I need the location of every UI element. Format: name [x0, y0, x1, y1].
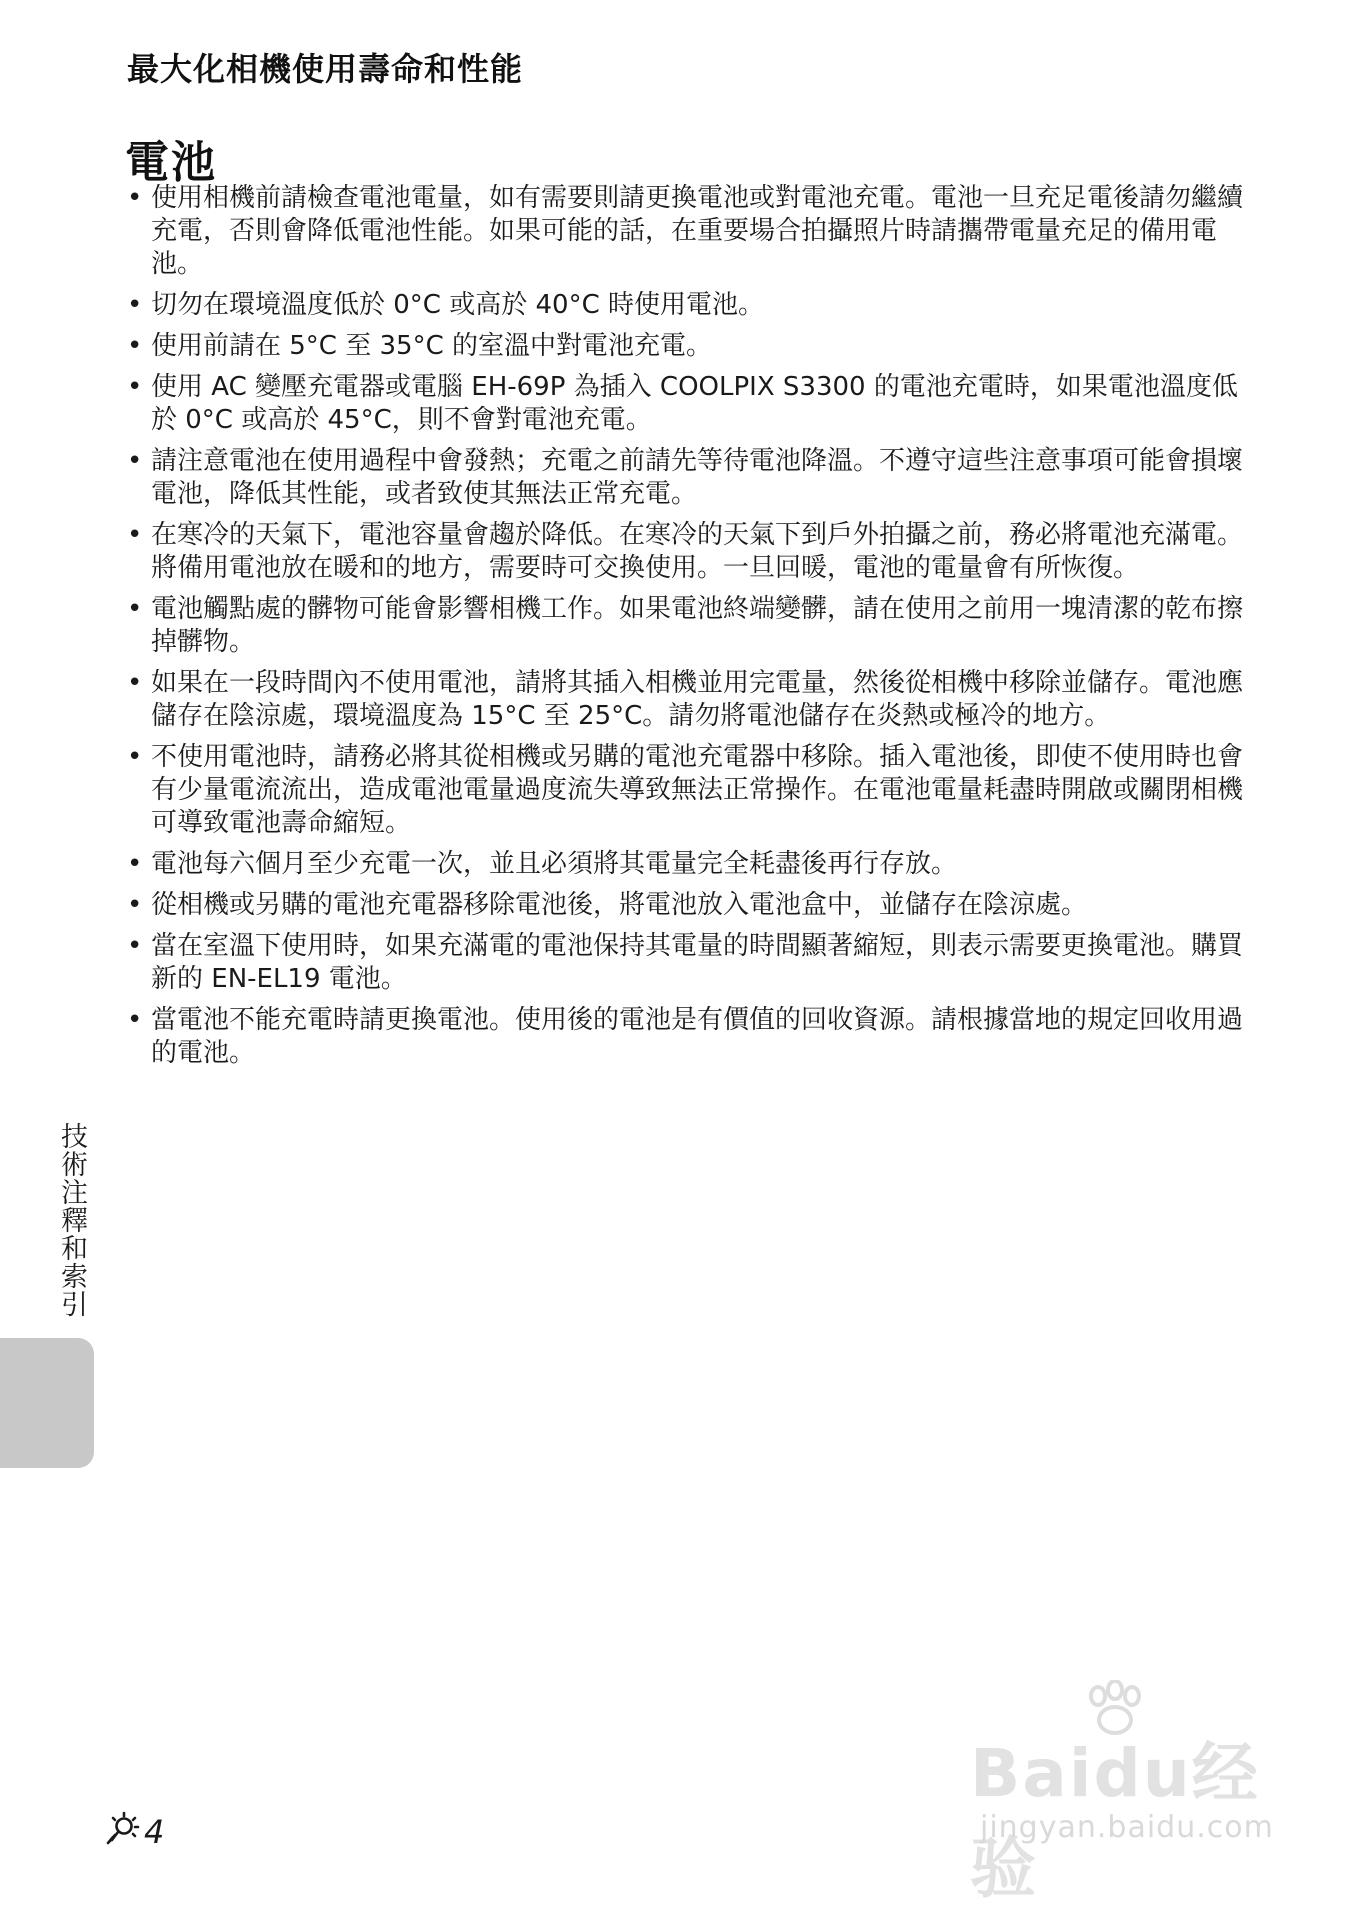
list-item-text: 不使用電池時，請務必將其從相機或另購的電池充電器中移除。插入電池後，即使不使用時也會有少量電流流出，造成電池電量過度流失導致無法正常操作。在電池電量耗盡時開啟或關閉相機可導致電池壽命縮短。	[151, 742, 1244, 838]
running-head: 最大化相機使用壽命和性能	[127, 50, 524, 88]
bullet-dot-icon: •	[127, 183, 143, 213]
list-item-text: 當電池不能充電時請更換電池。使用後的電池是有價值的回收資源。請根據當地的規定回收用過的電池。	[151, 1005, 1244, 1068]
list-item	[127, 889, 1257, 922]
page-number: 4	[144, 1813, 165, 1851]
bullet-list	[127, 182, 1257, 1078]
section-title: 電池	[125, 137, 217, 188]
list-item-text: 電池每六個月至少充電一次，並且必須將其電量完全耗盡後再行存放。	[151, 849, 958, 879]
watermark-url: jingyan.baidu.com	[980, 1810, 1274, 1845]
bullet-dot-icon: •	[127, 446, 143, 476]
list-item	[127, 1004, 1257, 1070]
list-item	[127, 667, 1257, 733]
list-item-text: 電池觸點處的髒物可能會影響相機工作。如果電池終端變髒，請在使用之前用一塊清潔的乾布擦掉髒物。	[151, 594, 1244, 657]
bullet-dot-icon: •	[127, 890, 143, 920]
list-item-text: 使用前請在 5°C 至 35°C 的室溫中對電池充電。	[151, 331, 712, 361]
bullet-dot-icon: •	[127, 290, 143, 320]
bullet-dot-icon: •	[127, 742, 143, 772]
list-item-text: 請注意電池在使用過程中會發熱；充電之前請先等待電池降溫。不遵守這些注意事項可能會損壞電池，降低其性能，或者致使其無法正常充電。	[151, 446, 1244, 509]
bullet-dot-icon: •	[127, 668, 143, 698]
list-item	[127, 371, 1257, 437]
list-item	[127, 930, 1257, 996]
bullet-dot-icon: •	[127, 931, 143, 961]
lightbulb-icon	[102, 1810, 142, 1854]
list-item-text: 使用 AC 變壓充電器或電腦 EH-69P 為插入 COOLPIX S3300 的電池充電時，如果電池溫度低於 0°C 或高於 45°C，則不會對電池充電。	[151, 372, 1238, 435]
bullet-dot-icon: •	[127, 1005, 143, 1035]
bullet-dot-icon: •	[127, 849, 143, 879]
list-item-text: 使用相機前請檢查電池電量，如有需要則請更換電池或對電池充電。電池一旦充足電後請勿繼續充電，否則會降低電池性能。如果可能的話，在重要場合拍攝照片時請攜帶電量充足的備用電池。	[151, 183, 1244, 279]
bullet-dot-icon: •	[127, 520, 143, 550]
list-item-text: 當在室溫下使用時，如果充滿電的電池保持其電量的時間顯著縮短，則表示需要更換電池。購買新的 EN-EL19 電池。	[151, 931, 1244, 994]
baidu-watermark	[970, 1720, 1300, 1907]
side-tab-marker	[0, 1338, 94, 1468]
list-item	[127, 445, 1257, 511]
list-item	[127, 519, 1257, 585]
side-tab-label: 技術注釋和索引	[56, 1122, 87, 1318]
list-item-text: 如果在一段時間內不使用電池，請將其插入相機並用完電量，然後從相機中移除並儲存。電池應儲存在陰涼處，環境溫度為 15°C 至 25°C。請勿將電池儲存在炎熱或極冷的地方。	[151, 668, 1244, 731]
list-item	[127, 593, 1257, 659]
watermark-logo: Baidu经验	[970, 1735, 1260, 1907]
bullet-dot-icon: •	[127, 372, 143, 402]
list-item-text: 從相機或另購的電池充電器移除電池後，將電池放入電池盒中，並儲存在陰涼處。	[151, 890, 1088, 920]
list-item	[127, 741, 1257, 840]
list-item	[127, 289, 1257, 322]
list-item	[127, 182, 1257, 281]
page-footer	[102, 1810, 164, 1854]
list-item	[127, 330, 1257, 363]
bullet-dot-icon: •	[127, 594, 143, 624]
bullet-dot-icon: •	[127, 331, 143, 361]
list-item-text: 切勿在環境溫度低於 0°C 或高於 40°C 時使用電池。	[151, 290, 764, 320]
list-item	[127, 848, 1257, 881]
list-item-text: 在寒冷的天氣下，電池容量會趨於降低。在寒冷的天氣下到戶外拍攝之前，務必將電池充滿電。將備用電池放在暖和的地方，需要時可交換使用。一旦回暖，電池的電量會有所恢復。	[151, 520, 1244, 583]
